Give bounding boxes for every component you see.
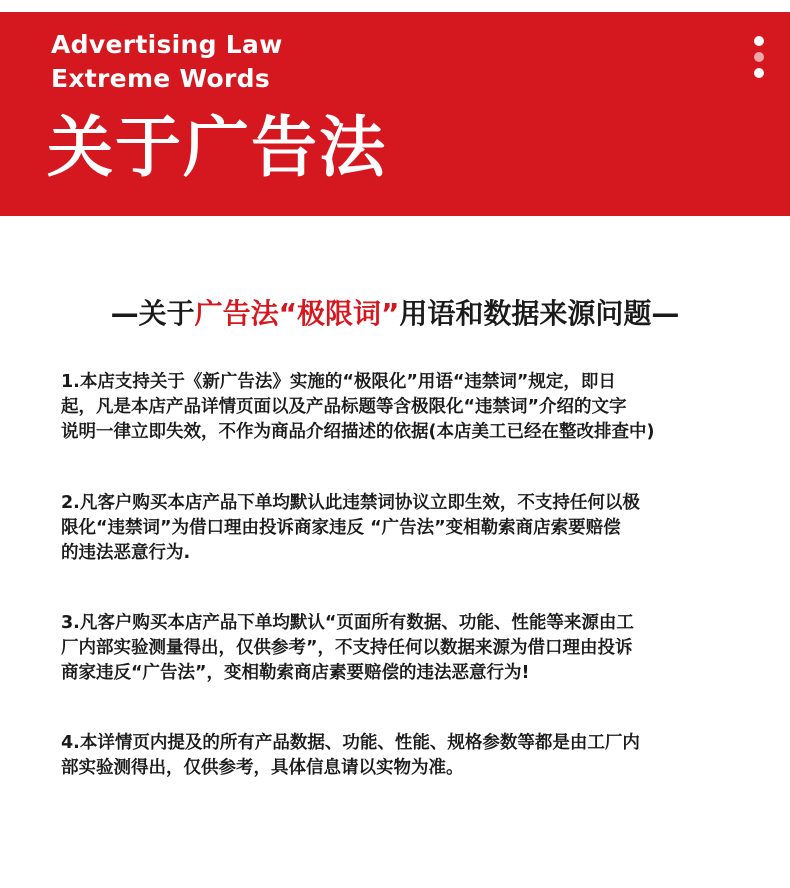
notice-paragraph-1 [61,370,741,445]
paragraph-line: 4.本详情页内提及的所有产品数据、功能、性能、规格参数等都是由工厂内 [61,733,640,753]
english-title-line-2: Extreme Words [51,64,271,93]
paragraph-line: 商家违反“广告法”，变相勒索商店素要赔偿的违法恶意行为! [61,663,530,683]
paragraph-line: 部实验测得出，仅供参考，具体信息请以实物为准。 [61,758,464,778]
chinese-title: 关于广告法 [47,109,387,186]
paragraph-line: 2.凡客户购买本店产品下单均默认此违禁词协议立即生效，不支持任何以极 [61,493,640,513]
notice-paragraph-3 [61,611,741,686]
notice-paragraph-4 [61,731,741,781]
paragraph-line: 说明一律立即失效，不作为商品介绍描述的依据(本店美工已经在整改排查中) [61,422,655,442]
paragraph-line: 1.本店支持关于《新广告法》实施的“极限化”用语“违禁词”规定，即日 [61,372,616,392]
section-heading [0,292,790,336]
dot-icon [754,52,764,62]
paragraph-line: 的违法恶意行为. [61,543,191,563]
heading-suffix: 用语和数据来源问题— [399,297,680,330]
english-title [51,28,283,96]
notice-paragraph-2 [61,491,741,566]
more-options-icon[interactable] [752,36,766,80]
paragraph-line: 厂内部实验测量得出，仅供参考”，不支持任何以数据来源为借口理由投诉 [61,638,633,658]
header-banner [0,12,790,216]
heading-prefix: —关于 [110,297,195,330]
english-title-line-1: Advertising Law [51,30,283,59]
paragraph-line: 起，凡是本店产品详情页面以及产品标题等含极限化“违禁词”介绍的文字 [61,397,627,417]
dot-icon [754,68,764,78]
dot-icon [754,36,764,46]
paragraph-line: 限化“违禁词”为借口理由投诉商家违反 “广告法”变相勒索商店索要赔偿 [61,518,621,538]
heading-highlight: 广告法“极限词” [194,297,400,330]
paragraph-line: 3.凡客户购买本店产品下单均默认“页面所有数据、功能、性能等来源由工 [61,613,634,633]
